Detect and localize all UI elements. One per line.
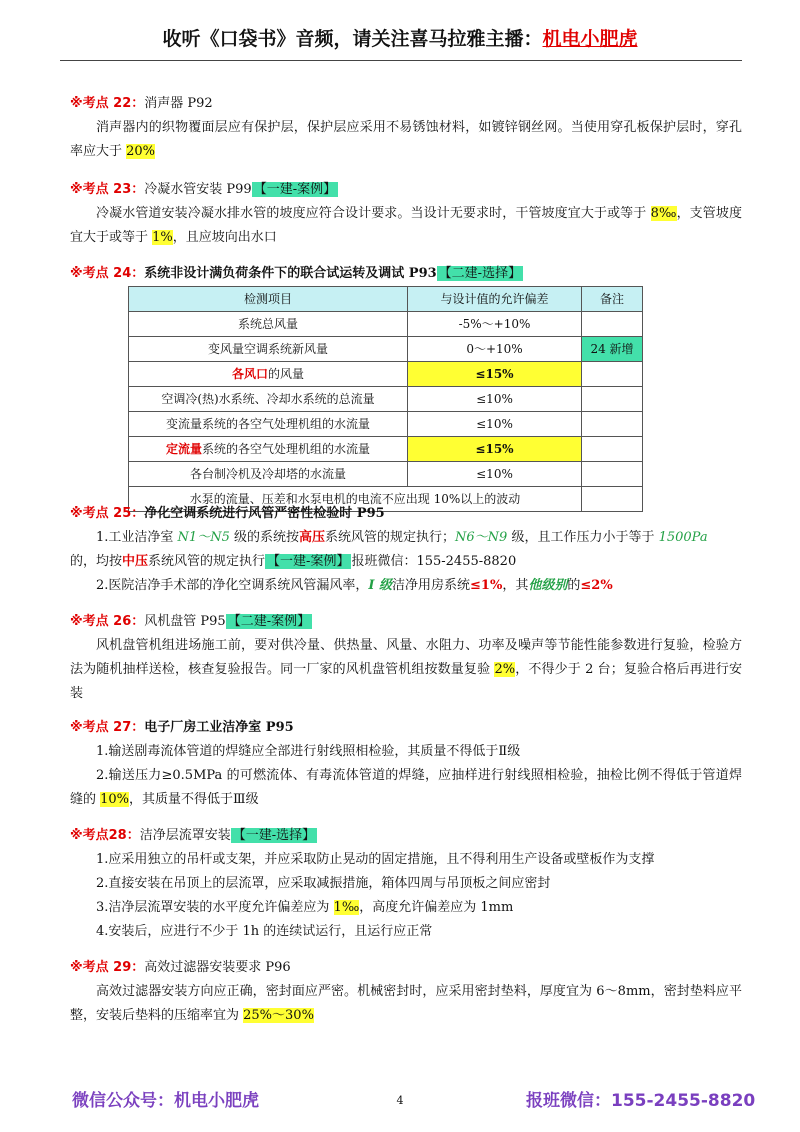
page-header: [0, 24, 800, 51]
deviation-cell: -5%～+10%: [408, 312, 582, 337]
page-number: 4: [396, 1094, 404, 1107]
item-cell: 变流量系统的各空气处理机组的水流量: [129, 412, 408, 437]
highlight-value: 20%: [126, 144, 156, 159]
point-number: ※考点28：: [70, 828, 140, 843]
section-kd24: [70, 264, 742, 512]
text: ，其: [502, 578, 529, 593]
list-item: [70, 896, 742, 920]
green-text: 他级别: [528, 578, 568, 593]
point-number: ※考点 22：: [70, 96, 145, 111]
item-cell: [129, 362, 408, 387]
column-header: 与设计值的允许偏差: [408, 287, 582, 312]
paragraph: [70, 634, 742, 706]
column-header: 检测项目: [129, 287, 408, 312]
text: 3.洁净层流罩安装的水平度允许偏差应为: [96, 900, 334, 915]
exam-tag: 【二建-案例】: [227, 614, 311, 629]
highlight-text: 定流量: [165, 442, 202, 456]
table-header-row: [129, 287, 643, 312]
red-text: ≤1%: [470, 578, 503, 593]
note-cell: [582, 387, 643, 412]
highlight-value: 2%: [494, 662, 516, 677]
table-row: [129, 437, 643, 462]
footer-contact: 报班微信：155-2455-8820: [526, 1091, 756, 1111]
list-item: [70, 526, 742, 550]
text: ，其质量不得低于Ⅲ级: [129, 792, 259, 807]
section-title: [70, 94, 742, 114]
section-kd28: [70, 826, 742, 944]
list-item: 4.安装后，应进行不少于 1h 的连续试运行，且运行应正常: [96, 924, 433, 939]
section-title: [70, 958, 742, 978]
deviation-cell: ≤10%: [408, 387, 582, 412]
column-header: 备注: [582, 287, 643, 312]
section-title: [70, 718, 742, 738]
text: 系统风管的规定执行: [148, 554, 266, 569]
text: 消声器内的织物覆面层应有保护层，保护层应采用不易锈蚀材料，如镀锌钢丝网。当使用穿孔板保护层时，穿孔率应大于: [70, 120, 742, 159]
item-cell: 水泵的流量、压差和水泵电机的电流不应出现 10%以上的波动: [129, 487, 582, 512]
point-title: 消声器 P92: [144, 96, 213, 111]
text: 系统的各空气处理机组的水流量: [202, 442, 371, 456]
item-cell: 各台制冷机及冷却塔的水流量: [129, 462, 408, 487]
header-title: 收听《口袋书》音频，请关注喜马拉雅主播：: [162, 28, 543, 50]
point-number: ※考点 27：: [70, 720, 145, 735]
note-cell: [582, 437, 643, 462]
text: 1.工业洁净室: [96, 530, 178, 545]
red-text: 中压: [122, 554, 149, 569]
note-cell: [582, 312, 643, 337]
point-title: 冷凝水管安装 P99: [144, 182, 252, 197]
section-title: [70, 612, 742, 632]
note-cell: [582, 362, 643, 387]
section-title: [70, 826, 742, 846]
section-kd29: [70, 958, 742, 1028]
paragraph: [70, 202, 742, 250]
text: 的风量: [268, 367, 305, 381]
table-row: [129, 412, 643, 437]
point-title: 洁净层流罩安装: [139, 828, 231, 843]
point-number: ※考点 23：: [70, 182, 145, 197]
point-title: 系统非设计满负荷条件下的联合试运转及调试 P93: [144, 266, 437, 281]
text: 2.输送压力≥0.5MPa 的可燃流体、有毒流体管道的焊缝，应抽样进行射线照相检验，抽检比例不得低于管道焊缝的: [70, 768, 742, 807]
point-title: 净化空调系统进行风管严密性检验时 P95: [144, 506, 385, 521]
deviation-cell: ≤10%: [408, 412, 582, 437]
item-cell: 系统总风量: [129, 312, 408, 337]
tolerance-table: [128, 286, 643, 512]
item-cell: 空调冷(热)水系统、冷却水系统的总流量: [129, 387, 408, 412]
text: 风机盘管机组进场施工前，要对供冷量、供热量、风量、水阻力、功率及噪声等节能性能参数进行复验，检验方法为随机抽样送检，核查复验报告。同一厂家的风机盘管机组按数量复验: [70, 638, 742, 677]
highlight-value: 1%: [152, 230, 173, 245]
text: 洁净用房系统: [392, 578, 471, 593]
highlight-value: 10%: [100, 792, 130, 807]
exam-tag: 【一建-案例】: [267, 554, 350, 569]
green-text: I 级: [368, 578, 393, 593]
item-cell: 变风量空调系统新风量: [129, 337, 408, 362]
paragraph: [70, 116, 742, 164]
point-number: ※考点 24：: [70, 266, 145, 281]
list-item: 1.应采用独立的吊杆或支架，并应采取防止晃动的固定措施，且不得利用生产设备或壁板作为支撑: [96, 852, 655, 867]
green-text: N1～N5: [177, 530, 230, 545]
text: 级，且工作压力小于等于: [507, 530, 659, 545]
text: 高效过滤器安装方向应正确，密封面应严密。机械密封时，应采用密封垫料，厚度宜为 6～8mm，密封垫料应平整，安装后垫料的压缩率宜为: [70, 984, 742, 1023]
deviation-cell: ≤10%: [408, 462, 582, 487]
section-kd25: [70, 504, 742, 598]
text: 的: [567, 578, 581, 593]
list-item: [70, 574, 742, 598]
section-kd23: [70, 180, 742, 250]
point-number: ※考点 25：: [70, 506, 145, 521]
highlight-value: 8‰: [650, 206, 677, 221]
list-item: 2.直接安装在吊顶上的层流罩，应采取减振措施，箱体四周与吊顶板之间应密封: [96, 876, 551, 891]
section-kd27: [70, 718, 742, 812]
list-item-continued: [70, 550, 742, 574]
header-host: 机电小肥虎: [542, 28, 638, 50]
highlight-value: 1‰: [333, 900, 360, 915]
highlight-text: 各风口: [231, 367, 268, 381]
list-item: 1.输送剧毒流体管道的焊缝应全部进行射线照相检验，其质量不得低于Ⅱ级: [96, 744, 521, 759]
table-row: [129, 362, 643, 387]
note-cell: 24 新增: [582, 337, 643, 362]
exam-tag: 【一建-选择】: [232, 828, 316, 843]
text: 报班微信：155-2455-8820: [351, 554, 517, 569]
text: 级的系统按: [229, 530, 299, 545]
exam-tag: 【二建-选择】: [438, 266, 522, 281]
deviation-cell: ≤15%: [408, 362, 582, 387]
red-text: ≤2%: [580, 578, 613, 593]
green-text: N6～N9: [455, 530, 508, 545]
section-kd22: [70, 94, 742, 164]
point-number: ※考点 29：: [70, 960, 145, 975]
header-divider: [60, 60, 742, 61]
text: ，不得少于 2 台；复验合格后再进行安装: [70, 662, 742, 701]
green-text: 1500Pa: [658, 530, 708, 545]
deviation-cell: 0～+10%: [408, 337, 582, 362]
table-row: [129, 312, 643, 337]
text: ，且应坡向出水口: [172, 230, 277, 245]
exam-tag: 【一建-案例】: [253, 182, 337, 197]
text: ，高度允许偏差应为 1mm: [359, 900, 514, 915]
point-title: 电子厂房工业洁净室 P95: [144, 720, 294, 735]
text: 冷凝水管道安装冷凝水排水管的坡度应符合设计要求。当设计无要求时，干管坡度宜大于或等于: [96, 206, 651, 221]
section-kd26: [70, 612, 742, 706]
table-row: [129, 337, 643, 362]
item-cell: [129, 437, 408, 462]
table-row: [129, 462, 643, 487]
section-title: [70, 264, 742, 284]
text: ，支管坡度宜大于或等于: [70, 206, 742, 245]
note-cell: [582, 462, 643, 487]
text: 2.医院洁净手术部的净化空调系统风管漏风率，: [96, 578, 369, 593]
deviation-cell: ≤15%: [408, 437, 582, 462]
highlight-value: 25%～30%: [243, 1008, 314, 1023]
red-text: 高压: [298, 530, 325, 545]
note-cell: [582, 412, 643, 437]
footer-wechat-account: 微信公众号：机电小肥虎: [72, 1091, 259, 1111]
text: 的，均按: [70, 554, 123, 569]
section-title: [70, 180, 742, 200]
list-item: [70, 764, 742, 812]
section-title: [70, 504, 742, 524]
text: 系统风管的规定执行；: [325, 530, 456, 545]
table-row: [129, 387, 643, 412]
point-title: 风机盘管 P95: [144, 614, 226, 629]
paragraph: [70, 980, 742, 1028]
point-title: 高效过滤器安装要求 P96: [144, 960, 291, 975]
point-number: ※考点 26：: [70, 614, 145, 629]
